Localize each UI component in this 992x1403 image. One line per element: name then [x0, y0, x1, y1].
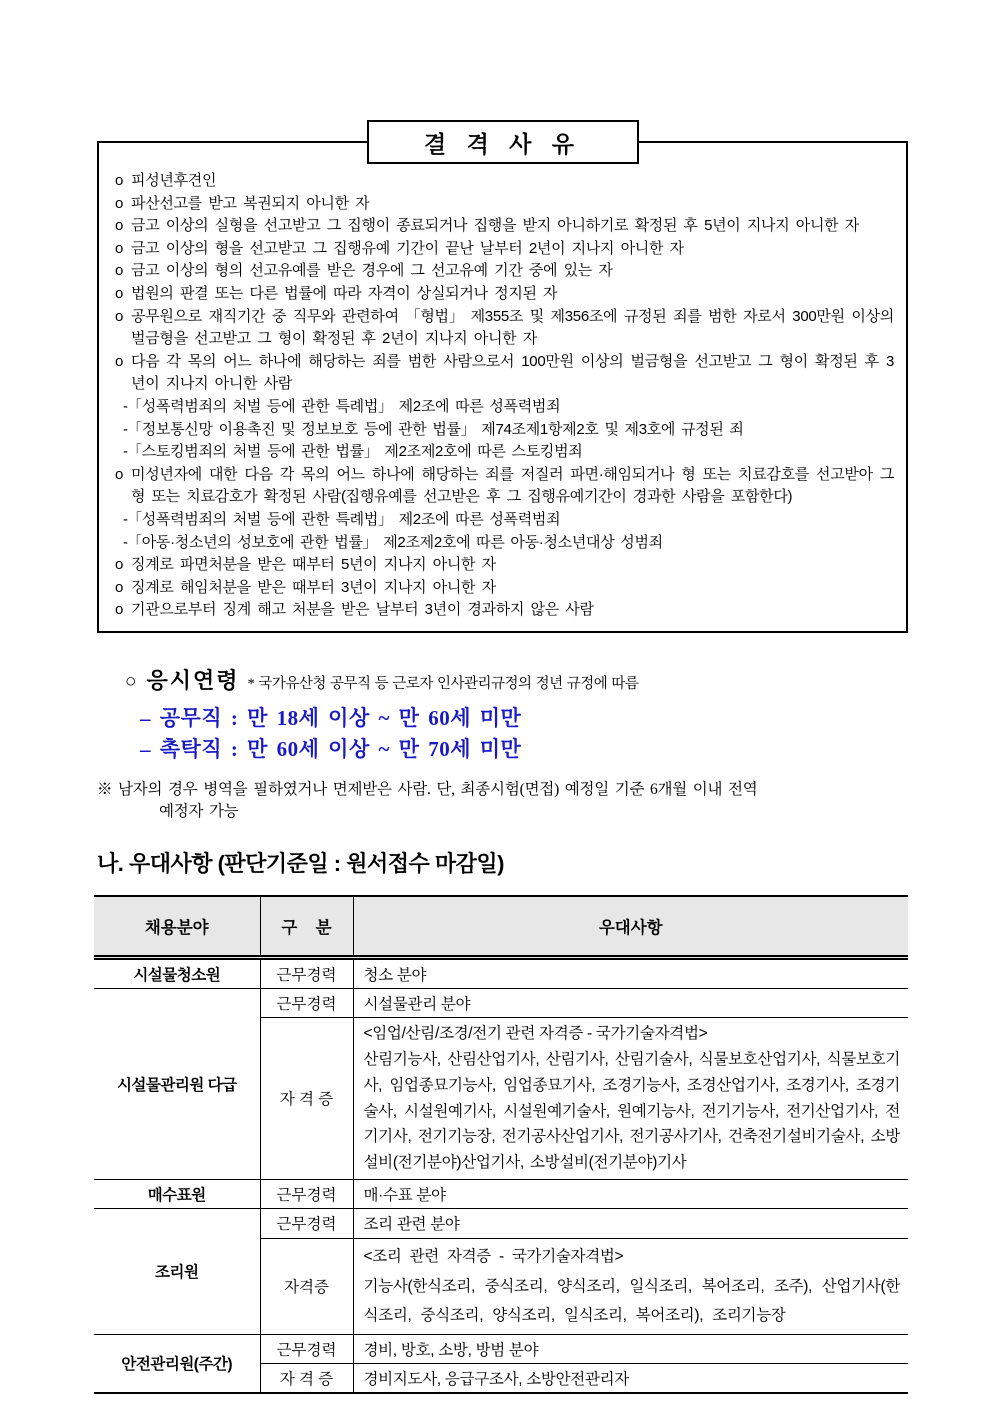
list-item-text: 미성년자에 대한 다음 각 목의 어느 하나에 해당하는 죄를 저질러 파면·해임되거나 형 또는 치료감호를 선고받아 그 형 또는 치료감호가 확정된 사람(집행유예를 선고받은 후 그 집행유예기간이 경과한 사람을 포함한다): [131, 465, 894, 506]
table-row: [94, 1179, 908, 1208]
list-item: [109, 193, 894, 216]
category-cell: 안전관리원(주간): [94, 1334, 260, 1393]
list-item-text: 기관으로부터 징계 해고 처분을 받은 날부터 3년이 경과하지 않은 사람: [131, 601, 594, 619]
detail-text: 기능사(한식조리, 중식조리, 양식조리, 일식조리, 복어조리, 조주), 산업기사(한식조리, 중식조리, 양식조리, 일식조리, 복어조리), 조리기능장: [363, 1277, 900, 1325]
bullet: o: [115, 601, 124, 619]
bullet: o: [115, 465, 124, 483]
list-item: [109, 351, 894, 396]
dash-bullet: -: [123, 420, 128, 438]
category-cell: 매수표원: [94, 1179, 260, 1208]
dash-bullet: -: [123, 443, 128, 461]
detail-cell: 시설물관리 분야: [353, 989, 908, 1018]
bullet: o: [115, 194, 124, 212]
list-item: [109, 577, 894, 600]
type-cell: 근무경력: [260, 989, 353, 1018]
detail-cell: [353, 1018, 908, 1180]
disqualification-section: [97, 120, 908, 633]
disqualification-title: 결 격 사 유: [367, 120, 639, 164]
age-label: 응시연령: [146, 668, 240, 693]
preference-heading: 나. 우대사항 (판단기준일 : 원서접수 마감일): [97, 851, 504, 876]
list-item: [109, 283, 894, 306]
detail-cell: 경비, 방호, 소방, 방범 분야: [353, 1334, 908, 1363]
list-item-text: 징계로 파면처분을 받은 때부터 5년이 지나지 아니한 자: [131, 556, 496, 574]
column-header-category: 채용분야: [94, 896, 260, 958]
detail-cell: 조리 관련 분야: [353, 1208, 908, 1238]
category-cell: 조리원: [94, 1208, 260, 1334]
table-row: [94, 958, 908, 989]
list-item: [109, 464, 894, 509]
list-item-text: 파산선고를 받고 복권되지 아니한 자: [131, 194, 370, 212]
category-cell: 시설물청소원: [94, 958, 260, 989]
list-item-text: 법원의 판결 또는 다른 법률에 따라 자격이 상실되거나 정지된 자: [131, 284, 558, 302]
type-cell: 근무경력: [260, 1334, 353, 1363]
list-item: [109, 306, 894, 351]
table-row: [94, 1208, 908, 1238]
detail-cell: 경비지도사, 응급구조사, 소방안전관리자: [363, 1370, 629, 1388]
list-item: [109, 170, 894, 193]
age-section-heading: [125, 664, 992, 695]
bullet: o: [115, 556, 124, 574]
detail-title: <임업/산림/조경/전기 관련 자격증 - 국가기술자격법>: [363, 1025, 708, 1042]
list-item-text: 「성폭력범죄의 처벌 등에 관한 특례법」 제2조에 따른 성폭력범죄: [127, 397, 561, 415]
column-header-type: 구 분: [260, 896, 353, 958]
list-item-text: 금고 이상의 실형을 선고받고 그 집행이 종료되거나 집행을 받지 아니하기로 확정된 후 5년이 지나지 아니한 자: [131, 217, 859, 235]
category-cell: 시설물관리원 다급: [94, 989, 260, 1180]
bullet: o: [115, 172, 124, 189]
type-cell: 자 격 증: [260, 1018, 353, 1180]
military-note-line1: ※ 남자의 경우 병역을 필하였거나 면제받은 사람. 단, 최종시험(면접) 예정일 기준 6개월 이내 전역: [97, 781, 758, 798]
dash-bullet: -: [123, 533, 128, 551]
list-item: [109, 554, 894, 577]
list-item-text: 「성폭력범죄의 처벌 등에 관한 특례법」 제2조에 따른 성폭력범죄: [127, 510, 561, 528]
list-subitem: [109, 532, 894, 555]
type-cell: 자 격 증: [260, 1363, 353, 1393]
bullet: o: [115, 262, 124, 280]
type-cell: 근무경력: [260, 958, 353, 989]
detail-cell: 청소 분야: [353, 958, 908, 989]
list-item-text: 「아동·청소년의 성보호에 관한 법률」 제2조제2호에 따른 아동·청소년대상 성범죄: [127, 533, 663, 551]
list-subitem: [109, 419, 894, 442]
list-item: [109, 215, 894, 238]
table-header-row: [94, 896, 908, 958]
list-item-text: 금고 이상의 형을 선고받고 그 집행유예 기간이 끝난 날부터 2년이 지나지 아니한 자: [131, 239, 684, 257]
list-item-text: 금고 이상의 형의 선고유예를 받은 경우에 그 선고유예 기간 중에 있는 자: [131, 262, 613, 280]
military-service-note: [97, 779, 911, 823]
list-item-text: 피성년후견인: [131, 172, 217, 189]
circle-bullet: ○: [125, 671, 137, 692]
bullet: o: [115, 239, 124, 257]
detail-text: 산림기능사, 산림산업기사, 산림기사, 산림기술사, 식물보호산업기사, 식물보호기사, 임업종묘기능사, 임업종묘기사, 조경기능사, 조경산업기사, 조경기사, 조경기술사, 시설원예기사, 시설원예기술사, 원예기능사, 전기기능사, 전기산업기사, 전기기사, 전기기능장, 전기공사산업기사, 전기공사기사, 건축전기설비기술사, 소방설비(전기분야)산업기사, 소방설비(전기분야)기사: [363, 1051, 900, 1172]
column-header-detail: 우대사항: [353, 896, 908, 958]
bullet: o: [115, 578, 124, 596]
list-subitem: [109, 441, 894, 464]
disqualification-box: [97, 141, 908, 633]
bullet: o: [115, 284, 124, 302]
dash-bullet: -: [123, 397, 128, 415]
dash-bullet: -: [123, 510, 128, 528]
list-item-text: 「정보통신망 이용촉진 및 정보보호 등에 관한 법률」 제74조제1항제2호 및 제3호에 규정된 죄: [127, 420, 744, 438]
detail-cell: 매·수표 분야: [353, 1179, 908, 1208]
age-range-contract: – 촉탁직 : 만 60세 이상 ~ 만 70세 미만: [140, 737, 522, 761]
detail-title: <조리 관련 자격증 - 국가기술자격법>: [363, 1247, 624, 1265]
age-range-regular: – 공무직 : 만 18세 이상 ~ 만 60세 미만: [140, 706, 522, 730]
list-subitem: [109, 509, 894, 532]
list-item-text: 공무원으로 재직기간 중 직무와 관련하여 「형법」 제355조 및 제356조에 규정된 죄를 범한 자로서 300만원 이상의 벌금형을 선고받고 그 형이 확정된 후 2년이 지나지 아니한 자: [131, 307, 894, 348]
list-item-text: 징계로 해임처분을 받은 때부터 3년이 지나지 아니한 자: [131, 578, 496, 596]
age-side-note: * 국가유산청 공무직 등 근로자 인사관리규정의 정년 규정에 따름: [247, 676, 639, 692]
type-cell: 근무경력: [260, 1179, 353, 1208]
list-item-text: 「스토킹범죄의 처벌 등에 관한 법률」 제2조제2호에 따른 스토킹범죄: [127, 443, 583, 461]
list-item: [109, 260, 894, 283]
table-row: [94, 1334, 908, 1363]
list-item: [109, 238, 894, 261]
bullet: o: [115, 307, 124, 325]
type-cell: 자격증: [260, 1238, 353, 1334]
bullet: o: [115, 217, 124, 235]
detail-cell: [353, 1238, 908, 1334]
list-subitem: [109, 396, 894, 419]
type-cell: 근무경력: [260, 1208, 353, 1238]
preference-table: [94, 895, 908, 1394]
list-item-text: 다음 각 목의 어느 하나에 해당하는 죄를 범한 사람으로서 100만원 이상의 벌금형을 선고받고 그 형이 확정된 후 3년이 지나지 아니한 사람: [131, 352, 894, 393]
bullet: o: [115, 352, 124, 370]
list-item: [109, 599, 894, 622]
table-row: [94, 989, 908, 1018]
military-note-line2: 예정자 가능: [159, 803, 239, 820]
